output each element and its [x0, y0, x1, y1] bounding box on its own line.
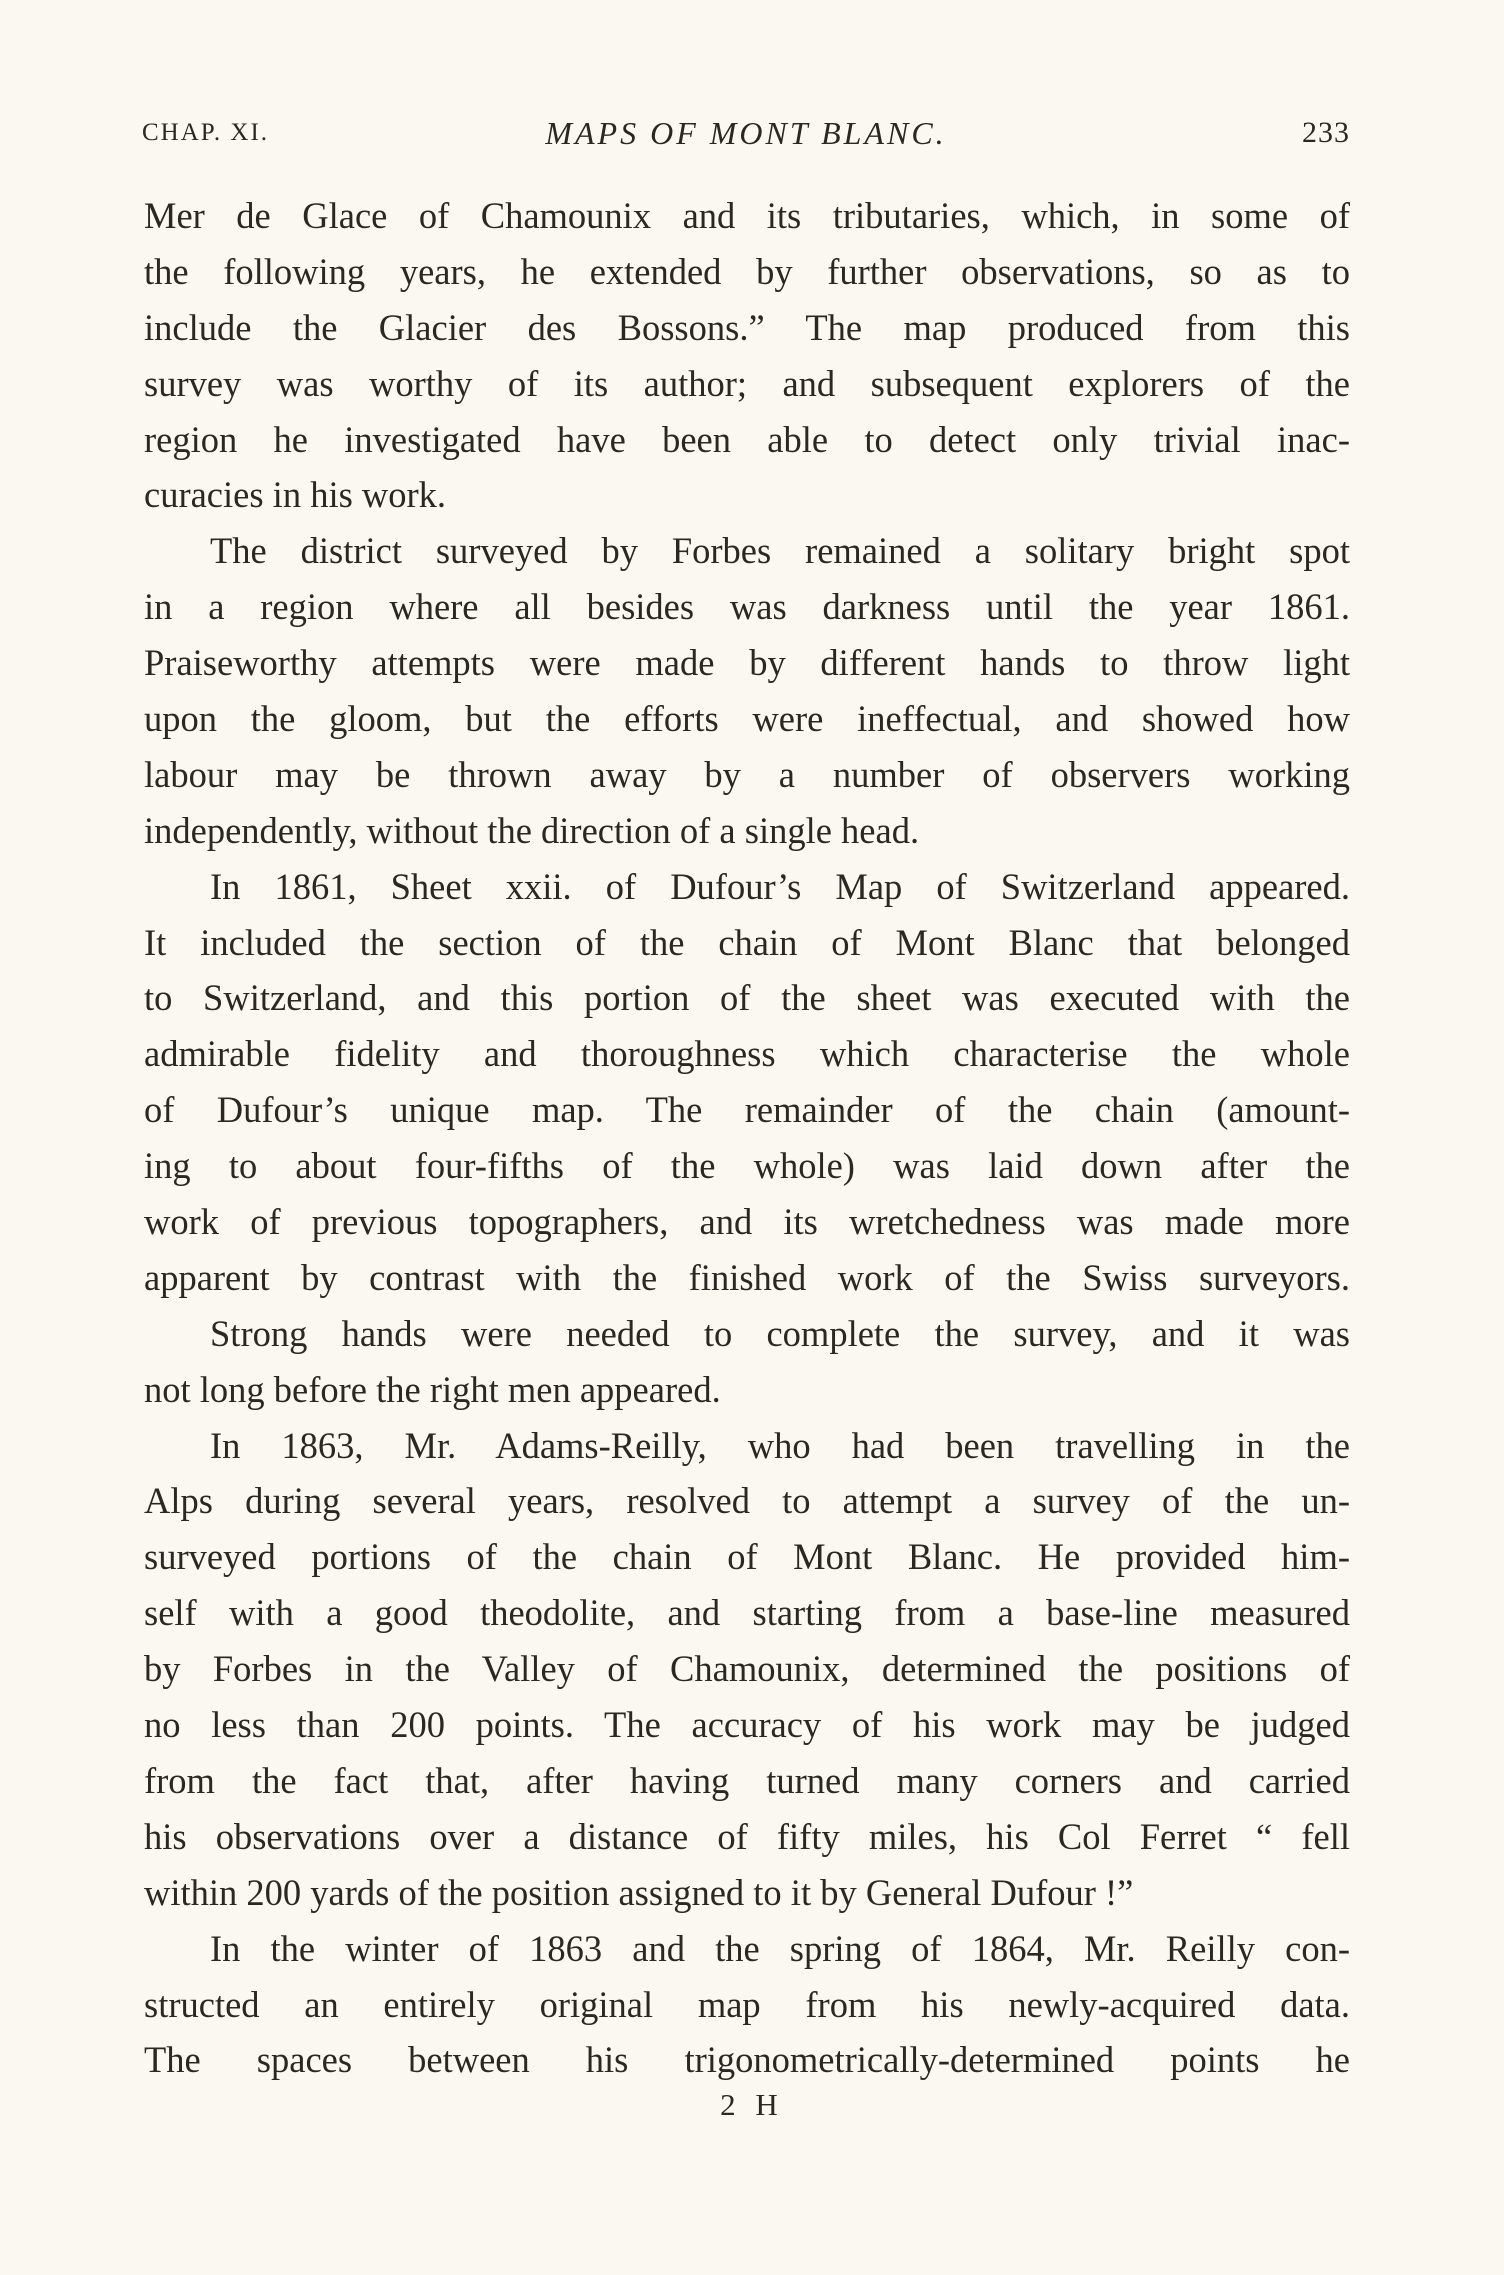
- text-line: not long before the right men appeared.: [144, 1368, 721, 1410]
- text-line: his observations over a distance of fifty miles, his Col Ferret “ fell: [144, 1815, 1350, 1857]
- chapter-label: CHAP. XI.: [142, 119, 270, 146]
- text-line: in a region where all besides was darkness until the year 1861.: [144, 586, 1350, 628]
- text-line: independently, without the direction of a single head.: [144, 809, 920, 851]
- text-line: survey was worthy of its author; and subsequent explorers of the: [144, 362, 1350, 404]
- text-line: In 1861, Sheet xxii. of Dufour’s Map of Switzerland appeared.: [210, 865, 1350, 907]
- text-line: labour may be thrown away by a number of observers working: [144, 753, 1350, 795]
- text-line: The district surveyed by Forbes remained a solitary bright spot: [210, 530, 1350, 572]
- text-line: within 200 yards of the position assigned to it by General Dufour !”: [144, 1871, 1134, 1913]
- text-line: work of previous topographers, and its wretchedness was made more: [144, 1201, 1350, 1243]
- text-line: of Dufour’s unique map. The remainder of the chain (amount-: [144, 1089, 1350, 1131]
- text-line: self with a good theodolite, and starting from a base-line measured: [144, 1592, 1350, 1634]
- text-line: no less than 200 points. The accuracy of his work may be judged: [144, 1704, 1350, 1746]
- text-line: by Forbes in the Valley of Chamounix, determined the positions of: [144, 1648, 1350, 1690]
- text-line: Strong hands were needed to complete the survey, and it was: [210, 1312, 1350, 1354]
- text-line: curacies in his work.: [144, 474, 447, 516]
- text-line: ing to about four-fifths of the whole) was laid down after the: [144, 1145, 1350, 1187]
- text-line: Alps during several years, resolved to attempt a survey of the un-: [144, 1480, 1350, 1522]
- page-number: 233: [1302, 116, 1350, 149]
- text-line: It included the section of the chain of Mont Blanc that belonged: [144, 921, 1350, 963]
- text-line: structed an entirely original map from his newly-acquired data.: [144, 1983, 1350, 2025]
- text-line: admirable fidelity and thoroughness which characterise the whole: [144, 1033, 1350, 1075]
- text-line: include the Glacier des Bossons.” The map produced from this: [144, 306, 1350, 348]
- text-line: surveyed portions of the chain of Mont Blanc. He provided him-: [144, 1536, 1350, 1578]
- text-line: In the winter of 1863 and the spring of 1864, Mr. Reilly con-: [210, 1927, 1350, 1969]
- text-line: The spaces between his trigonometrically-determined points he: [144, 2039, 1350, 2081]
- text-line: apparent by contrast with the finished work of the Swiss surveyors.: [144, 1256, 1350, 1298]
- text-line: the following years, he extended by further observations, so as to: [144, 250, 1350, 292]
- signature-mark: 2 H: [720, 2087, 784, 2122]
- text-line: from the fact that, after having turned many corners and carried: [144, 1759, 1350, 1801]
- text-line: In 1863, Mr. Adams-Reilly, who had been travelling in the: [210, 1424, 1350, 1466]
- body-text: [144, 188, 1350, 2088]
- text-line: Mer de Glace of Chamounix and its tributaries, which, in some of: [144, 195, 1350, 236]
- text-line: upon the gloom, but the efforts were ineffectual, and showed how: [144, 698, 1350, 740]
- running-head: [142, 108, 1350, 158]
- running-title: MAPS OF MONT BLANC.: [545, 115, 947, 151]
- text-line: region he investigated have been able to detect only trivial inac-: [144, 418, 1350, 460]
- text-line: to Switzerland, and this portion of the sheet was executed with the: [144, 977, 1350, 1019]
- text-line: Praiseworthy attempts were made by different hands to throw light: [144, 642, 1350, 684]
